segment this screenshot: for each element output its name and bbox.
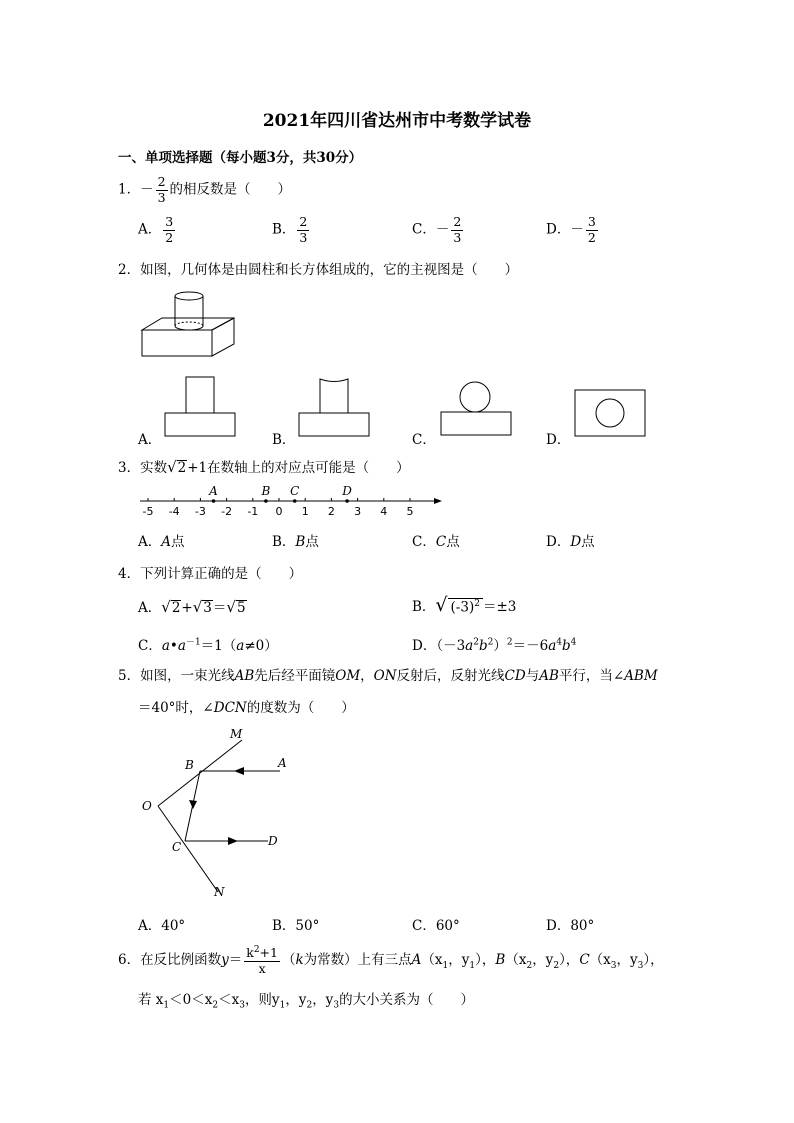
front-view-c — [438, 378, 514, 438]
point-label-b: B — [261, 484, 271, 498]
point-a — [212, 499, 216, 503]
number-line — [138, 480, 448, 522]
option-a: A． $\frac{3}{2}$ — [138, 214, 174, 245]
page-title: 2021年四川省达州市中考数学试卷 — [262, 111, 532, 131]
option-c: C．C点 — [412, 534, 460, 550]
tick-label: 0 — [275, 505, 283, 518]
option-d: D． — [546, 432, 571, 448]
option-a: A．√2+√3＝√5 — [138, 598, 246, 616]
option-c: C．$a•a^{-1}=1(a\ne 0)$ — [138, 637, 278, 654]
number-line-arrow — [434, 498, 442, 504]
label-o: O — [142, 799, 152, 813]
option-b: B．B点 — [272, 534, 319, 550]
option-d: D．$(-3a^2b^2)^2=-6a^4b^4$ — [412, 637, 577, 654]
point-c — [293, 499, 297, 503]
option-d: D．80° — [546, 918, 595, 934]
question-4: 4．下列计算正确的是（ ） — [118, 566, 303, 582]
question-3: 3．实数√2+1在数轴上的对应点可能是（ ） — [118, 458, 410, 476]
solid-figure — [138, 288, 242, 360]
option-a: A． — [138, 432, 162, 448]
question-1: 1．－ $\frac{2}{3}$ 的相反数是（ ） — [118, 174, 292, 205]
option-a: A．A点 — [138, 534, 185, 550]
question-2: 2．如图，几何体是由圆柱和长方体组成的，它的主视图是（ ） — [118, 262, 519, 278]
label-m: M — [230, 727, 243, 741]
option-a: A．40° — [138, 918, 186, 934]
fraction: $\frac{k^2+1}{x}$ — [246, 945, 278, 976]
question-5-line-1: 5．如图，一束光线AB先后经平面镜OM，ON反射后，反射光线CD与AB平行，当∠ABM — [118, 668, 658, 684]
label-b: B — [185, 758, 194, 772]
option-c: C． — [412, 432, 436, 448]
label-c: C — [172, 840, 182, 854]
mirror-diagram — [138, 724, 298, 904]
option-b: B．√ $(-3)^2 =\pm 3$ — [412, 594, 517, 616]
label-a: A — [278, 756, 287, 770]
tick-label: -2 — [221, 505, 233, 518]
option-d: D．D点 — [546, 534, 595, 550]
tick-label: 4 — [380, 505, 388, 518]
question-6-line-1: 6．在反比例函数y＝ $\frac{k^2+1}{x}$ （k为常数）上有三点$A(x_1$，$y_1$），$B(x_2$，$y_2$），$C(x_3$，$y_3$）， — [118, 945, 664, 976]
tick-label: 5 — [406, 505, 414, 518]
option-b: B． — [272, 432, 296, 448]
option-c: C．－ $\frac{2}{3}$ — [412, 214, 462, 245]
question-5-line-2: ＝40°时，∠DCN的度数为（ ） — [138, 700, 355, 716]
label-d: D — [268, 834, 278, 848]
point-label-c: C — [290, 484, 300, 498]
point-d — [345, 499, 349, 503]
label-n: N — [214, 885, 225, 899]
point-b — [264, 499, 268, 503]
tick-label: -5 — [142, 505, 154, 518]
option-d: D．－ $\frac{3}{2}$ — [546, 214, 596, 245]
section-heading: 一、单项选择题（每小题3分，共30分） — [118, 150, 363, 166]
mirror-on — [158, 806, 218, 892]
front-view-a — [162, 376, 238, 438]
point-label-a: A — [209, 484, 218, 498]
option-b: B． $\frac{2}{3}$ — [272, 214, 308, 245]
point-label-d: D — [342, 484, 352, 498]
tick-label: -4 — [168, 505, 180, 518]
fraction: $\frac{2}{3}$ — [157, 174, 166, 205]
front-view-d — [572, 388, 648, 438]
tick-label: -1 — [247, 505, 259, 518]
arrow-cd — [228, 837, 238, 845]
front-view-b — [298, 376, 374, 438]
tick-label: 2 — [327, 505, 335, 518]
question-6-line-2: 若 $x_1<0<x_2<x_3$，则$y_1$，$y_2$，$y_3$的大小关系为（ ） — [138, 992, 475, 1011]
tick-label: 1 — [301, 505, 309, 518]
arrow-ab — [234, 767, 244, 775]
tick-label: -3 — [194, 505, 206, 518]
option-b: B．50° — [272, 918, 320, 934]
tick-label: 3 — [354, 505, 362, 518]
arrow-bc — [189, 800, 197, 809]
option-c: C．60° — [412, 918, 460, 934]
